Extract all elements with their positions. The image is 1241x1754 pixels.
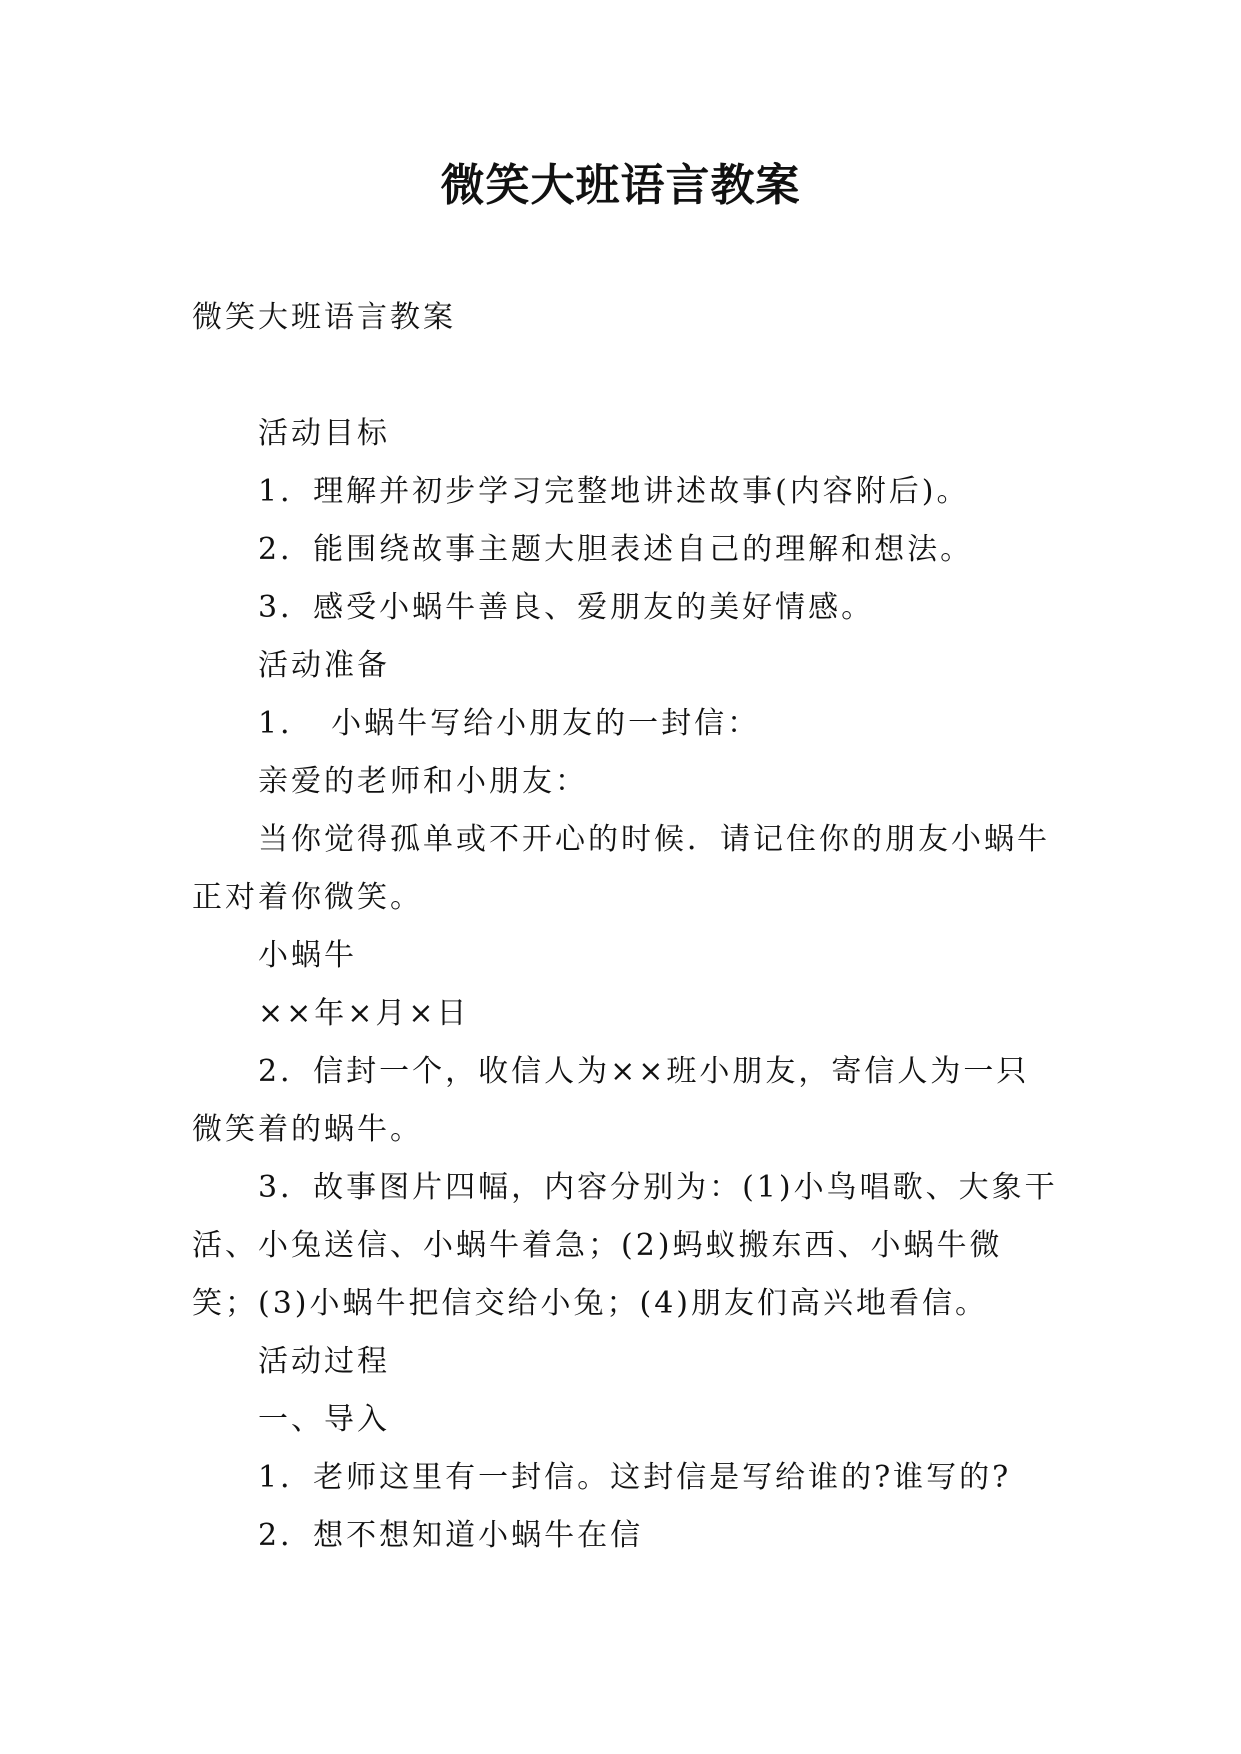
subtitle-paragraph: 微笑大班语言教案 <box>192 300 456 335</box>
document-body <box>192 289 1062 1565</box>
preparation-item-2: 2．信封一个，收信人为××班小朋友，寄信人为一只微笑着的蜗牛。 <box>192 1054 1030 1147</box>
goal-item-2: 2．能围绕故事主题大胆表述自己的理解和想法。 <box>258 532 974 567</box>
document-title: 微笑大班语言教案 <box>440 160 801 211</box>
process-item-2: 2．想不想知道小蜗牛在信 <box>258 1518 644 1553</box>
preparation-item-3: 3．故事图片四幅，内容分别为：(1)小鸟唱歌、大象干活、小兔送信、小蜗牛着急；(2)蚂蚁搬东西、小蜗牛微笑；(3)小蜗牛把信交给小兔；(4)朋友们高兴地看信。 <box>192 1170 1058 1321</box>
process-item-1: 1．老师这里有一封信。这封信是写给谁的?谁写的? <box>258 1460 1012 1495</box>
letter-salutation: 亲爱的老师和小朋友： <box>258 764 588 799</box>
goal-item-3: 3．感受小蜗牛善良、爱朋友的美好情感。 <box>258 590 875 625</box>
process-subheading-intro: 一、导入 <box>258 1402 390 1437</box>
goal-item-1: 1．理解并初步学习完整地讲述故事(内容附后)。 <box>258 474 970 509</box>
section-heading-preparation: 活动准备 <box>258 648 390 683</box>
preparation-item-1: 1． 小蜗牛写给小朋友的一封信： <box>258 706 761 741</box>
section-heading-process: 活动过程 <box>258 1344 390 1379</box>
letter-signature: 小蜗牛 <box>258 938 357 973</box>
section-heading-goals: 活动目标 <box>258 416 390 451</box>
letter-body: 当你觉得孤单或不开心的时候．请记住你的朋友小蜗牛正对着你微笑。 <box>192 822 1050 915</box>
letter-date: ××年×月×日 <box>258 996 470 1031</box>
